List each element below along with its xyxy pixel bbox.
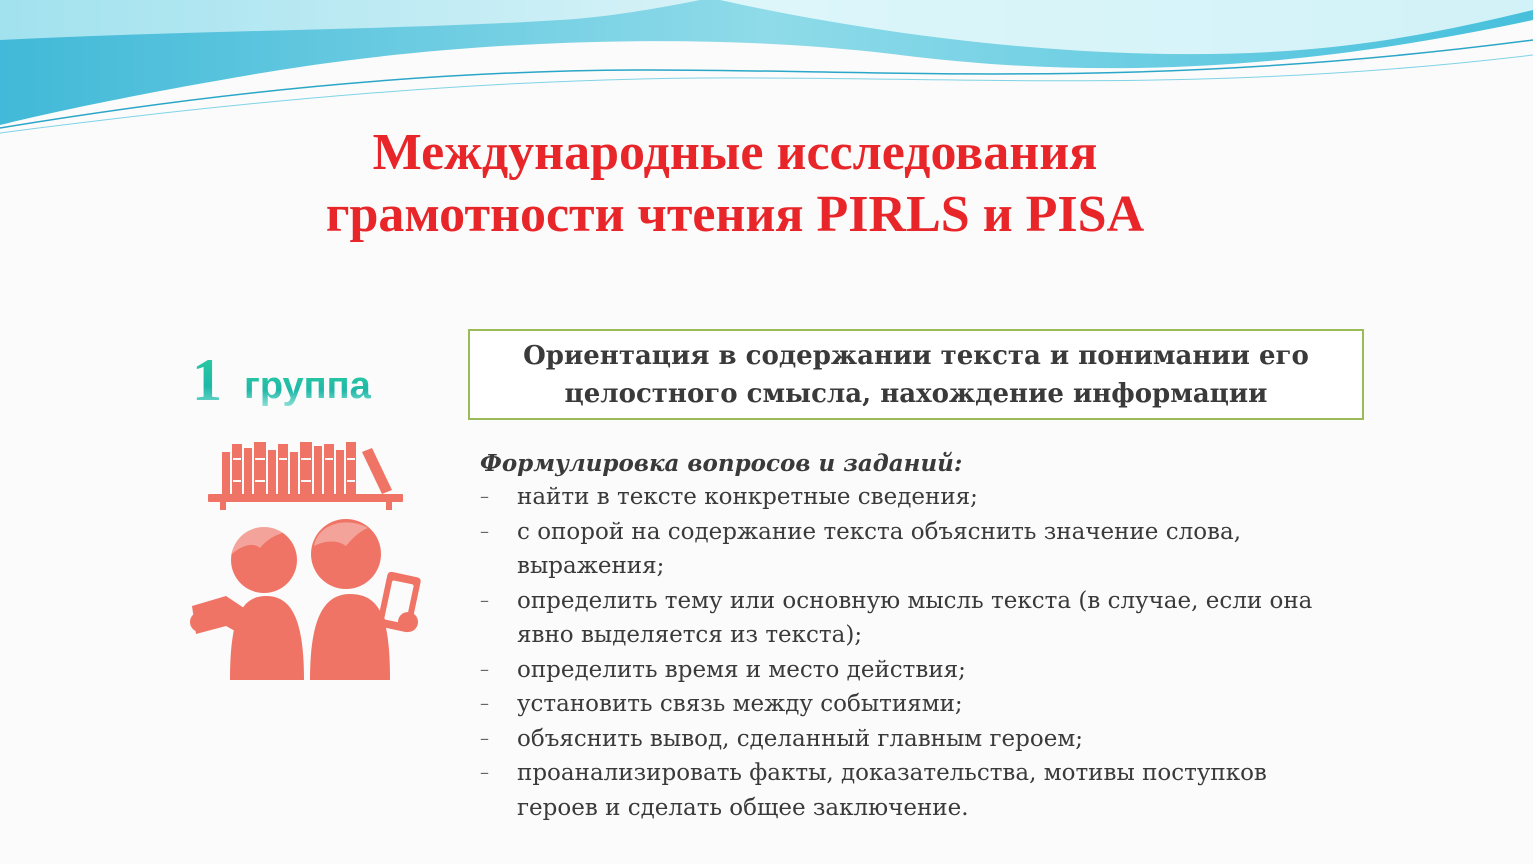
bookshelf-icon <box>208 442 403 510</box>
task-list <box>480 480 1380 825</box>
slide-title <box>170 122 1300 246</box>
header-line-1: Ориентация в содержании текста и понимании его <box>523 340 1309 371</box>
list-dash: – <box>480 520 489 542</box>
list-dash: – <box>480 658 489 680</box>
title-line-2: грамотности чтения PIRLS и PISA <box>325 186 1145 243</box>
group-number: 1 <box>192 348 222 413</box>
topic-header-box <box>468 329 1364 420</box>
title-line-1: Международные исследования <box>372 124 1098 181</box>
group-label <box>190 348 420 418</box>
list-dash: – <box>480 762 489 783</box>
list-dash: – <box>480 693 489 714</box>
header-line-2: целостного смысла, нахождение информации <box>564 378 1268 409</box>
list-item: – проанализировать факты, доказательства, мотивы поступков героев и сделать общее заключение. <box>480 756 1380 825</box>
list-item: – с опорой на содержание текста объяснить значение слова, выражения; <box>480 515 1380 584</box>
list-item: – определить время и место действия; <box>480 653 1380 688</box>
list-dash: – <box>480 727 489 749</box>
list-item: – определить тему или основную мысль текста (в случае, если она явно выделяется из текста); <box>480 584 1380 653</box>
list-item: – объяснить вывод, сделанный главным героем; <box>480 722 1380 757</box>
reading-illustration <box>186 436 436 686</box>
list-item: – установить связь между событиями; <box>480 687 1380 722</box>
list-item: – найти в тексте конкретные сведения; <box>480 480 1380 515</box>
list-heading: Формулировка вопросов и заданий: <box>480 450 963 477</box>
reading-children-icon <box>190 519 421 680</box>
list-dash: – <box>480 589 489 611</box>
wave-decoration <box>0 0 1533 140</box>
list-dash: – <box>480 486 489 507</box>
group-word: группа <box>244 365 371 407</box>
